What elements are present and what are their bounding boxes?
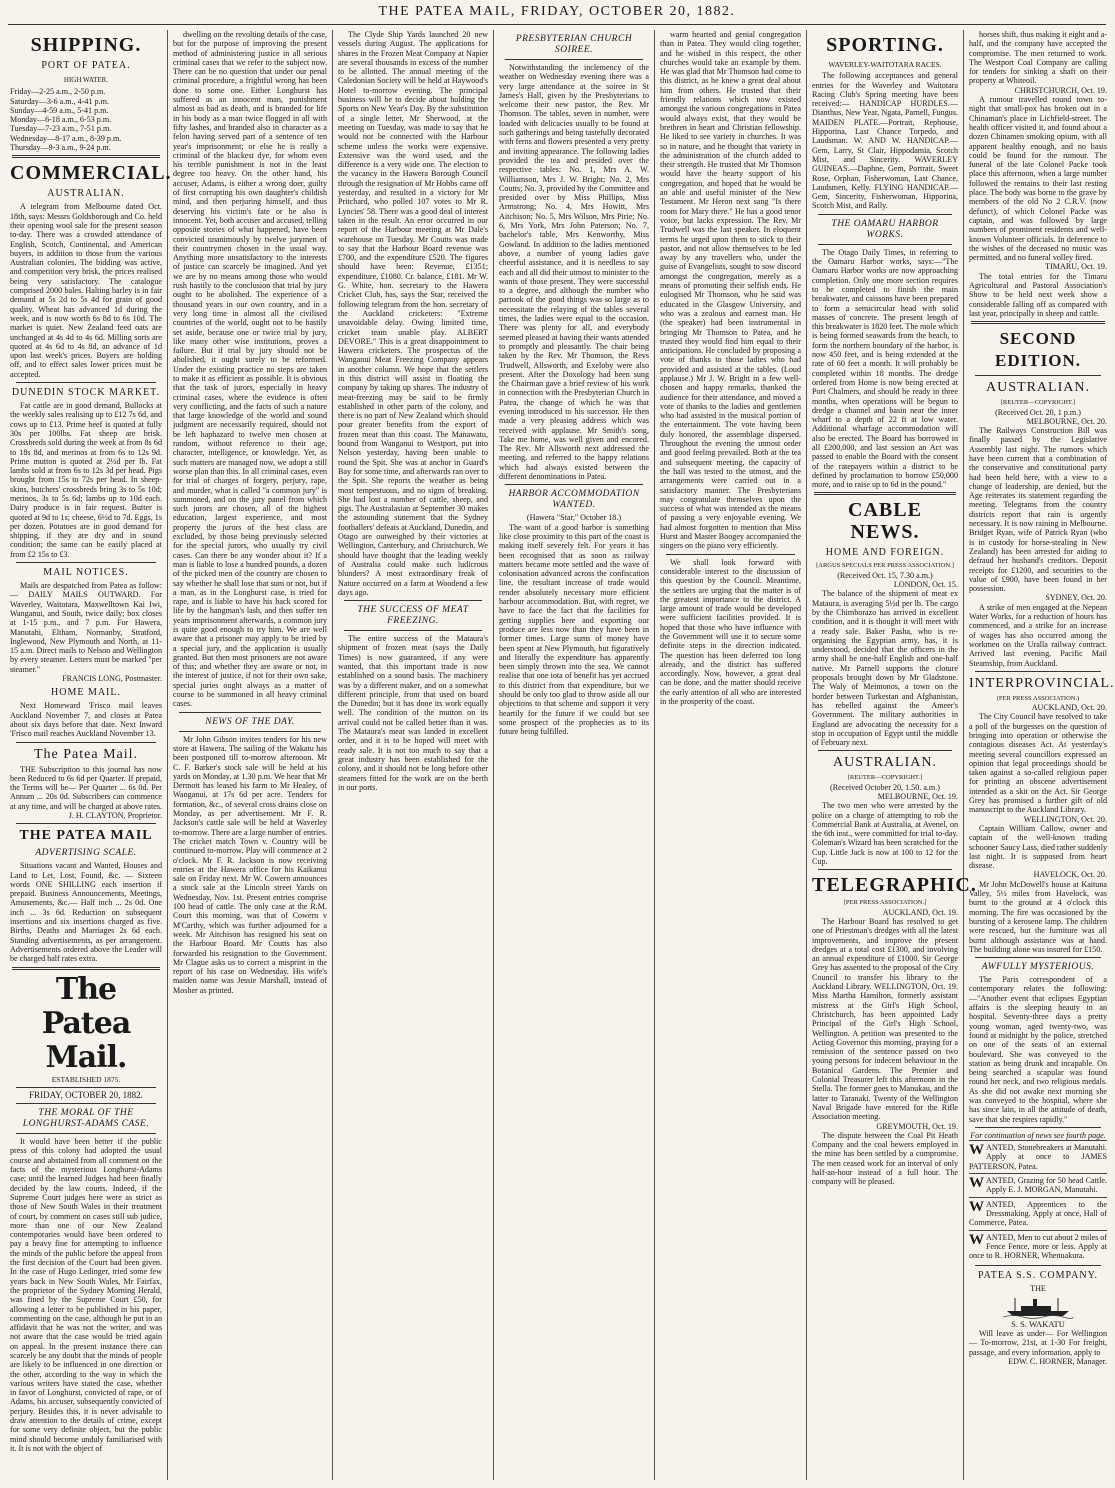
ad-scale-heading: THE PATEA MAIL xyxy=(19,828,153,844)
australian-subheading: AUSTRALIAN. xyxy=(47,188,125,200)
presbyterian-continued: warm hearted and genial congregation than in Patea. They would cling together, and he wished in this respect, the other churches would take an example by them. He was glad that Mr Thomson had come to this district, as he knew a great deal about him from others. He trusted that their friendly relations which now existed amongst the various congregations in Patea would always exist, that they would be brethren in heart and Christian fellowship. He liked to see variety in churches. It was so in nature, and he thought that variety in the administration of the church added to their strength. He trusted that Mr Thomson would have the hearty support of his congregation, and hoped that he would be an able and useful minister of the New Testament. Mr Heron next sang "Is there room for Mary there." He has a good tenor voice, but lacks expression. The Rev. Mr Trudwell was the last speaker. In eloquent terms he urged upon them to stick to their pastor, and not allow themselves to be led away by any travellers who, under the guise of Evangelists, sought to sow discord amongst the congregation, merely as a means of promoting their selfish ends. He eulogised Mr Thomson, who he said was educated in the Glasgow University, and who was a zealous and earnest man. He (the speaker) had been instrumental in bringing Mr Thomson to Patea, and he trusted they would find him equal to their anticipations. He concluded by proposing a vote of thanks to those ladies who had provided and assisted at the tables. (Loud applause.) Mr J. W. Bright in a few well-chosen and happy remarks, thanked the audience for their attendance, and moved a vote of thanks to the ladies and gentlemen who had assisted in the musical portion of the entertainment. The vote having been duly honored, the assemblage dispersed. Throughout the evening the utmost order and good feeling prevailed. Both at the tea and subsequent meeting, the capacity of the hall was tested to the utmost, and the arrangements were carried out in a satisfactory manner. The Presbyterians may congratulate themselves upon the success of what was intended as the means of passing a very enjoyable evening. We had almost forgotten to mention that Miss Hurst and Master Boogey accompanied the singers on the piano very efficiently. xyxy=(660,30,801,551)
divider xyxy=(975,671,1101,672)
australian-note: [REUTER—COPYRIGHT.] xyxy=(847,774,923,782)
column-6 xyxy=(812,30,977,1482)
greymouth-continued: horses shift, thus making it eight and a-half, and the company have accepted the compromise. The men returned to work. The Westport Coal Company are calling for tenders for sinking a shaft on their property at Whiteoil. xyxy=(969,30,1107,86)
christchurch-text: A rumour travelled round town to-night that small-pox has broken out in a Chinaman's place in Lichfield-street. The health officer visited it, and found about a dozen Chinamen smoking opium, with all apparent healthy enough, and no basis could be found for the rumour. The funeral of the late Colonel Packe took place this afternoon, when a large number followed the remains to their last resting place. The body was borne to the grave by members of the old No 2 C.R.V. (now defunct), of which Colonel Packe was captain, and was followed by large numbers of prominent residents and well-known Volunteer officials. In deference to the wishes of the deceased no music was permitted, and no funeral volley fired. xyxy=(969,95,1107,263)
christchurch-place: CHRISTCHURCH, Oct. 19. xyxy=(1014,85,1107,95)
company-heading: PATEA S.S. COMPANY. xyxy=(977,1270,1099,1282)
commercial-heading: COMMERCIAL. xyxy=(10,162,172,185)
dunedin-heading: DUNEDIN STOCK MARKET. xyxy=(11,387,161,399)
continuation-note: For continuation of news see fourth page. xyxy=(970,1130,1106,1140)
high-water-label: HIGH WATER. xyxy=(63,76,109,84)
column-rule xyxy=(654,30,655,1480)
presbyterian-heading: PRESBYTERIAN CHURCH SOIREE. xyxy=(515,34,633,55)
column-rule xyxy=(167,30,168,1480)
divider xyxy=(505,484,643,485)
australian-text: The two men who were arrested by the police on a charge of attempting to rob the Commercial Bank at Australia, at Avenel, on the 6th inst., were committed for trial to-day. Coleman's Wizard has been scratched for the Cup. Little Jack is now at 100 to 12 for the Cup. xyxy=(812,801,958,867)
harbor-continued: We shall look forward with considerable interest to the discussion of this question by the Council. Meantime, the settlers are urging that the matter is of the greatest importance to the district. A large amount of trade would be developed were sufficient facilities provided. It is hoped that those who have influence with the Government will use it to secure some definite steps in the direction indicated. The question has been deferred too long already, and the district has suffered accordingly. Now, however, a great deal can be done, and the matter should receive the early attention of all who are interested in the prosperity of the coast. xyxy=(660,557,801,707)
ad-text: ANTED, Apprentices to the Dressmaking. Apply at once, Hall of Commerce, Patea. xyxy=(969,1199,1107,1228)
divider xyxy=(505,59,643,60)
moral-article: It would have been better if the public press of this colony had adopted the usual course and abstained from all comment on the facts of the mysterious Longhurst-Adams case; until the learned Judges had been finally decided by the law courts. Indeed, if the Supreme Court judges here were as strict as those of New South Wales in their treatment of court, by comment on cases still sub judice, more than one of our New Zealand contemporaries would have been ordered to pay a heavy fine for attempting to influence the minds of the public before the appeal from the first decision of the Court had been given. In the case of Hugo Ledinger, tried some few years back in New South Wales, Mr Fairfax, the proprietor of the Sydney Morning Herald, was fined by the Supreme Court £50, for allowing a letter to be published in his paper, commenting on the case, although he put in an affidavit that he was not the writer, and was not aware that the case would be tried again on appeal. In the present instance there can scarcely be any doubt that the minds of people are likely to be influenced in one direction or the other, according to the way in which the various writers have stated the case, whether in favor of Longhurst, convicted of rape, or of Adams, his accuser, subsequently convicted of perjury. Besides this, it is never advisable to draw attention to the details of crime, except for some very definite object, but the public mind should become unduly familiarised with it. It is not with the object of xyxy=(10,1137,162,1453)
australian-place: MELBOURNE, Oct. 19. xyxy=(877,792,958,801)
harbor-text: The want of a good harbor is something like close proximity to this part of the coast is making itself severely felt. For years it has been recognised that as soon as railway matters became more settled and the wave of colonisation advanced across the confiscation line, the resultant increase of trade would render absolutely necessary more efficient harbour accommodation. But, with regret, we have to face the fact that the facilities for getting supplies here and exporting our produce are less now than they have been in former times. Large sums of money have been spent at New Plymouth, but figuratively and literally the expenditure has apparently been simply thrown into the sea. We cannot realise that one iota of benefit has yet accrued to this district from that expenditure, but we should be only too glad to throw aside all our objections to that scheme and support it very heartily for the future if we could but see some prospect of the prophecies as to its future being fulfilled. xyxy=(499,522,649,737)
classified-ad xyxy=(969,1197,1107,1230)
telegraphic-note: [PER PRESS ASSOCIATION.] xyxy=(843,899,927,907)
tide-entry: Wednesday—8-17 a.m., 8-39 p.m. xyxy=(10,133,122,143)
home-mail-heading: HOME MAIL. xyxy=(51,687,121,699)
patea-mail-heading: The Patea Mail. xyxy=(33,746,139,762)
sydney-place: SYDNEY, Oct. 20. xyxy=(1045,593,1107,603)
column-rule xyxy=(963,30,964,1480)
divider xyxy=(12,155,160,158)
subscription-text: THE Subscription to this journal has now been Reduced to 6s 6d per Quarter. If prepaid, the Terms will be— Per Quarter ... 6s 0d. Per Annum ... 20s 0d. Subscribers can commence at any time, and will be charged at above rates. xyxy=(10,764,162,811)
column-rule xyxy=(806,30,807,1480)
tide-entry: Tuesday—7-23 a.m., 7-51 p.m. xyxy=(10,124,112,134)
mail-notices-heading: MAIL NOTICES. xyxy=(43,567,129,579)
interprovincial-heading: INTERPROVINCIAL. xyxy=(969,675,1115,691)
tide-entry: Saturday—3-6 a.m., 4-41 p.m. xyxy=(10,96,109,106)
home-mail-text: Next Homeward 'Frisco mail leaves Auckland November 7, and closes at Patea about six days before that date. Next Inward 'Frisco mail reaches Auckland November 13. xyxy=(10,701,162,739)
harbor-source: (Hawera "Star," October 18.) xyxy=(526,513,622,523)
auckland-text: The City Council have resolved to take a poll of the burgesses on the question of bringing into operation or otherwise the contagious diseases Act. At yesterday's meeting several councillors expressed an opinion that legal proceedings should be taken against a so-called religious paper for printing an obscene advertisement intended as a skit on the Act. Sir George Grey has promised a further gift of old manuscript to the Auckland Library. xyxy=(969,712,1107,815)
leader-continued: dwelling on the revolting details of the case, but for the purpose of improving the present method of administering justice in all serious criminal cases that we refer to the subject now. There can be no question that under our penal criminal procedure, a frightful wrong has been done to some one. Either Longhurst has suffered as an innocent man, punishment almost as bad as death, and is branded for life in his body as a man twice flogged in all with fifty lashes, and branded also in character as a felon having served part of a sentence of ten year's imprisonment; or else he is really a criminal of the blackest dye, for whom even his terrible punishment is not in the least degree too heavy. On the other hand, his accuser, Adams, is either a wrong doer, guilty of first corrupting his own daughter's childish mind, and then perjuring himself, and thus deserving his victim's fate or he also is innocent. Yet, both accuser and accused, telling opposite stories of what happened, have been convicted unanimously by twelve jurymen of their countrymen chosen in the usual way. Anything more unsatisfactory to the interests of justice can scarcely be imagined. And yet we are by no means among those who would rush hastily to the conclusion that trial by jury ought to be abolished. The experience of a thousand years in our own country, and in a very long time in almost all the civilised countries of the world, ought not to be hastily set aside, because one or twice trial by jury, like many other wise institutions, proves a failure. But if trial by jury should not be abolished, it ought surely to be reformed. Under the existing practice no steps are taken to make it as efficient as possible. It is obvious that the task of jurors, especially in heavy criminal cases, where the evidence is often very conflicting, and the facts of such a nature that large knowledge of the world and sound judgment are necessarily required, should not be left haphazard to twelve men chosen at random, without reference to their age, character, intelligence, or knowledge. Yet, as such matters are managed now, we adopt a still worse plan than this. In all criminal cases, even for trial of charges of forgery, perjury, rape, and murder, what is called "a common jury" is summoned, and on the jury panel from which such jurors are chosen, all of the highest education, largest experience, and most property the jurors of the best class are excluded, by those being previously selected for the special jurors, who usually try civil cases. Can there be any wonder about it? If a man is liable to lose a hundred pounds, a dozen of the picked men of the country are chosen to say whether he shall lose that sum or not, but if a man, as in the Longhurst case, is tried for rape, and is liable to have his back scored for life by the hangman's lash, and then suffer ten years imprisonment afterwards, a common jury is quite good enough to try him. We are well aware that a prisoner may apply to be tried by a special jury, and the application is usually granted. But then most prisoners are not aware of this; and whether they are aware or not, in the interest of justice, if not for their own sake, special juries ought always as a matter of course to be summoned in all heavy criminal cases. xyxy=(173,30,327,709)
divider xyxy=(818,750,952,751)
divider xyxy=(12,967,160,970)
divider xyxy=(16,742,156,743)
divider xyxy=(975,1265,1101,1266)
commercial-article: A telegram from Melbourne dated Oct. 18th, says: Messrs Goldsborough and Co. held their opening wool sale for the present season to-day. There was a crowded attendance of English, Scotch, Continental, and American buyers, in addition to those from the various Australian colonies. The bidding was active, and competition very brisk, the prices realised being very satisfactory. The catalogue comprised 2000 bales. Halting barley is in fair demand at 5s 2d to 5s 4d for grain of good quality. Wheat has advanced 1d during the week, and is now worth 6s 8d to 6s 10d. The market is quiet. New Zealand feed oats are unchanged at 4s 4d to 4s 6d. Milling sorts are quoted at 4s 6d to 4s 8d, an advance of 1d upon last week's prices. Buyers are holding off, and to effect sales lower prices must be accepted. xyxy=(10,202,162,379)
ad-text: ANTED, Men to cut about 2 miles of Fence Fence, more or less. Apply at once to R. HORNER, Whenuakura. xyxy=(969,1232,1107,1261)
divider xyxy=(818,244,952,245)
company-signature: EDW. C. HORNER, Manager. xyxy=(1008,1356,1107,1366)
havelock-text: Mr John McDowell's house at Kaituna Valley, 5½ miles from Havelock, was burnt to the ground at 4 o'clock this morning. The fire was occasioned by the bursting of a kerosene lamp. The children were rescued, but the furniture was all burnt although assistance was at hand. The building alone was insured for £150. xyxy=(969,879,1107,954)
melbourne-place: MELBOURNE, Oct. 20. xyxy=(1026,416,1107,426)
meat-freezing-heading: THE SUCCESS OF MEAT FREEZING. xyxy=(357,605,469,627)
mysterious-heading: AWFULLY MYSTERIOUS. xyxy=(981,962,1095,973)
ad-text: ANTED, Stonebreakers at Manutahi. Apply at once to JAMES PATTERSON, Patea. xyxy=(969,1143,1107,1171)
australian-2-received: (Received Oct. 20, 1 p.m.) xyxy=(995,407,1081,417)
classified-ad xyxy=(969,1230,1107,1263)
column-5 xyxy=(660,30,801,1482)
australian-heading: AUSTRALIAN. xyxy=(833,755,937,771)
ad-text: ANTED, Grazing for 50 head Cattle. Apply E. J. MORGAN, Manutahi. xyxy=(986,1176,1107,1195)
greymouth-place: GREYMOUTH, Oct. 19. xyxy=(876,1121,958,1131)
moral-heading: THE MORAL OF THE LONGHURST-ADAMS CASE. xyxy=(22,1108,150,1130)
sporting-heading: SPORTING. xyxy=(826,34,944,56)
sporting-text: The following acceptances and general entries for the Waverley and Waitotara Racing Club's Spring meeting have been received:— HANDICAP HURDLES.—Dianthus, New Year, Ngata, Parnell, Fungus. MAIDEN PLATE.—Portrait, Rephouse, Hipporina, Last Chance Torpedo, and Laudsman. W. AND W. HANDICAP.—Gem, Larry, St Clair, Hippodamia, Scotch Mist, and Sincerity. WAVERLEY GUINEAS.—Daphne, Gem, Portrait, Sweet Rose, Orphan, Fisherwoman, Last Chance, Laudsmen, Kelly. FLYING HANDICAP.—Gem, Sincerity, Fisherwoman, Hipporina, Scotch Mist, and Rally. xyxy=(812,71,958,211)
greymouth-text: The dispute between the Coal Pit Heath Company and the coal hewers employed in the mine has been settled by a compromise. The men ceased work for an interval of only half-an-hour instead of a full hour. The company will be pleased. xyxy=(812,1130,958,1187)
shipping-heading: SHIPPING. xyxy=(30,34,142,56)
mail-notices-text: Mails are despatched from Patea as follow:— DAILY MAILS OUTWARD. For Waverley, Waitotara, Maxwelltown Kai Iwi, Wanganui, and South, twice daily; box closes at 1-15 p.m., and 7 p.m. For Hawera, Manutahi, Eltham, Normanby, Stratford, Inglewood, New Plymouth and North, at 11-15 a.m. Direct mails to Nelson and Wellington by every steamer. Letters must be marked "per steamer." xyxy=(10,581,162,674)
sydney-text: A strike of men engaged at the Nepean Water Works, for a reduction of hours has commenced, and a strike for an increase of wages has also occurred among the workmen on the Uralla railway contract. Arrived last evening, Pacific Mail Steamship, from Auckland. xyxy=(969,602,1107,668)
ad-initial: W xyxy=(969,1142,984,1159)
tide-entry: Sunday—4-59 a.m., 5-41 p.m. xyxy=(10,105,109,115)
cable-place: LONDON, Oct. 15. xyxy=(893,580,958,590)
mysterious-text: The Paris correspondent of a contemporary relates the following:—"Another event that eclipses Egyptian affairs is the sleeping beauty in an hospital. Seventy-three days a pretty young woman, aged twenty-two, was found at midnight by the police, stretched on one of the seats of an external boulevard. She was conveyed to the station as being drunk and incapable. On being searched a scapular was found round her neck, and two religious medals. As she did not awake next morning she was conveyed to the hospital, where she has since lain, in all the attitude of death, save that she respires rapidly." xyxy=(969,975,1107,1124)
cable-text: The balance of the shipment of meat ex Mataura, is averaging 5½d per lb. The cargo by the Chimborazo has arrived in excellent condition, and it is thought it will meet with a ready sale. Baker Pasha, who is re-organising the Egyptian army, has, it is understood, decided that the officers in the army shall be one-half English and one-half native. Mr Parnell supports the cloture proposals brought down by Mr Gladstone. The Waly of Meimonos, a town on the border between Turkestan and Afghanistan, has rebelled against the Ameer's Government. The military authorities in England are advocating the necessity for a stop in occupation of Egypt until the middle of February next. xyxy=(812,589,958,748)
news-continued: The Clyde Ship Yards launched 20 new vessels during August. The applications for shares in the Frozen Meat Company at Napier are several thousands in excess of the number to be allotted. The annual meeting of the Caledonian Society will be held at Haywood's Hotel to-morrow evening. The principal business will be to decide about holding the Sports on New Year's Day. By the substitution of a single letter, Mr Sherwood, at the meeting on Tuesday, was made to say that he would not be connected with the Harbour scheme unless the works were expensive. Extensive was the word used, and the difference is a very wide one. The election to the vacancy in the Hawera Borough Council through the resignation of Mr Hobbs came off yesterday, and resulted in a victory for Mr Pritchard, who polled 107 votes to Mr R. Lyncies' 58. There was a good deal of interest taken in the result. An error occurred in our report of the Harbour meeting at Mr Dale's warehouse on Tuesday. Mr Coutts was made to say that the Harbour Board revenue was £700, and the expenditure £520. The figures should have been: Revenue, £1351; expenditure, £1080. Cr. balance, £181. Mr W. G. White, hon. secretary to the Hawera Cricket Club, has, says the Star, received the following telegram from the hon. secretary of the Auckland cricketers: "Extreme unavoidable delay. Owing limited time, cricket team unable play. ALBERT DEVORE." This is a great disappointment to Hawera cricketers. The prospectus of the Wanganui Meat Freezing Company appears in another column. We hope that the settlers in this district will assist in floating the company by taking up shares. The industry of meat-freezing may be said to be firmly established in other parts of the colony, and there is no part of New Zealand which should pour greater benefits from the export of frozen meat than this coast. The Manawatu, bound from Wanganui to Westport, put into Nelson yesterday, having been unable to round the Spit. She was at anchor in Guard's Bay for some time, and afterwards ran over to the Spit. She reports the weather as being most tempestuous, and no signs of breaking. She had lost a number of cattle, sheep, and pigs. The Australasian at September 30 makes the astounding statement that the Sydney footballers' defeats at Auckland, Dunedin, and Otago are outweighed by their victories at Wellington, Canterbury, and Christchurch. We should have thought that the leading weekly of Australia could make such ludicrous blunders? A most extraordinary freak of Nature occurred on a farm at Woodend a few days ago. xyxy=(338,30,488,597)
sporting-subheading: WAVERLEY-WAITOTARA RACES. xyxy=(828,60,942,69)
classified-ads xyxy=(969,1140,1107,1262)
oamaru-text: The Otago Daily Times, in referring to the Oamaru Harbor works, says:—"The Oamaru Harbor works are now approaching completion. Only one more section requires to be completed to finish the main breakwater, and caissons have been prepared to form a semicircular head with solid masses of concrete. The present length of this breakwater is 1820 feet. The mole which is being formed seawards from the beach, to form the northern boundary of the harbor, is now 450 feet, and is being extended at the rate of 60 feet a month. It will probably be completed within 18 months. The dredge ordered from Home is now being erected at Port Chalmers, and should be ready in three months, when operations will be begun to dredge a channel and basin near the inner wharf to a depth of 22 ft at low water. Additional wharfage accommodation will also be erected. The Board has borrowed in all £200,000, and last session an Act was passed to enable the Board with the consent of the ratepayers within a district to be defined by proclamation to borrow £50,000 more, and to raise up to 6d in the pound." xyxy=(812,247,958,490)
tide-entry: Thursday—9-3 a.m., 9-24 p.m. xyxy=(10,143,111,153)
ad-initial: W xyxy=(969,1198,984,1215)
divider xyxy=(16,1133,156,1134)
ad-scale-subheading: ADVERTISING SCALE. xyxy=(35,848,137,859)
divider xyxy=(818,214,952,215)
masthead-rule xyxy=(8,24,1106,25)
tide-list xyxy=(10,87,162,152)
column-rule xyxy=(493,30,494,1480)
melbourne-text: The Railways Construction Bill was finally passed by the Legislative Assembly last night. The rumors which have been current that a combination of the conservative and constitutional party had been held here, with a view to a change of leadership, are denied, but the Age reiterates its statement regarding the meeting. Telegrams from the country districts report that rain is urgently necessary. It is now raining in Melbourne. Bridget Ryan, wife of Patrick Ryan (who is in custody for horse-stealing in New Zealand) has been arrested for aiding to defraud her husband's creditors. Deposit receipts for £1200, and securities to the value of £900, have been found in her possession. xyxy=(969,426,1107,594)
company-ship: S. S. WAKATU xyxy=(1011,1318,1065,1329)
steamship-icon xyxy=(1003,1296,1073,1318)
telegraphic-text: The Harbour Board has resolved to get one of Priestman's dredges with all the latest improvements, and improve the present dredges at a total cost £1300, and involving an annual expenditure of £1000. Sir George Grey has assented to the proposal of the City Council to transfer his library to the Auckland Library. WELLINGTON, Oct. 19. Miss Martha Hamilton, formerly assistant mistress at the Girl's High School, Christchurch, has been appointed Lady Principal of the Girl's High School, Wellington. A petition was presented to the Acting Governor this morning, praying for a remission of the sentence passed on two young persons for indecent behaviour in the Botanical Gardens. The Premier and Colonial Treasurer left this afternoon in the Stella. The former goes to Manukau, and the latter to Taranaki. Twenty of the Wellington Naval Brigade have entered for the Rifle Association meeting. xyxy=(812,916,958,1122)
divider xyxy=(179,731,321,732)
harbor-heading: HARBOR ACCOMMODATION WANTED. xyxy=(508,489,640,511)
timaru-place: TIMARU, Oct. 19. xyxy=(1045,262,1107,272)
divider xyxy=(818,869,952,870)
tide-entry: Monday—6-18 a.m., 6-53 p.m. xyxy=(10,115,112,125)
date-line: FRIDAY, OCTOBER 20, 1882. xyxy=(29,1089,143,1100)
cable-news-heading: CABLE NEWS. xyxy=(848,499,922,544)
classified-ad xyxy=(969,1140,1107,1173)
tide-entry: Friday—2-25 a.m., 2-50 p.m. xyxy=(10,87,106,97)
auckland-place: AUCKLAND, Oct. 20. xyxy=(1031,703,1107,713)
divider xyxy=(16,1087,156,1088)
telegraphic-place: AUCKLAND, Oct. 19. xyxy=(882,907,958,917)
interprovincial-note: (PER PRESS ASSOCIATION.) xyxy=(996,694,1080,702)
timaru-text: The total entries for the Timaru Agricultural and Pastoral Association's Show to be held next week show a considerable falling off as compared with last year, principally in sheep and cattle. xyxy=(969,271,1107,318)
wellington-text: Captain William Callow, owner and captain of the well-known trading schooner Saucy Lass, died rather suddenly last night. It is supposed from heart disease. xyxy=(969,823,1108,871)
cable-received: (Received Oct. 15, 7.30 a.m.) xyxy=(837,570,933,580)
oamaru-heading: THE OAMARU HARBOR WORKS. xyxy=(831,218,939,240)
company-text: Will leave as under— For Wellington— To-morrow, 21st, at 1-30 For freight, passage, and every information, apply to xyxy=(969,1329,1107,1357)
meat-freezing-text: The entire success of the Mataura's shipment of frozen meat (says the Daily Times) is now guaranteed, if any were wanted, that this important trade is now established on a sound basis. The machinery was by a different maker, and on a somewhat different principle, from that used on board the Dunedin; but it has done its work equally well. The condition of the mutton on its arrival could not be called better than it was. The Mataura's meat was landed in excellent order, and it is to be hoped will meet with ready sale. It is not too much to say that a great industry has been established for the colony, and it should not be long before other steamers fitted for the work are on the berth in our ports. xyxy=(338,634,488,792)
cable-subheading: HOME AND FOREIGN. xyxy=(825,547,945,559)
telegraphic-heading: TELEGRAPHIC. xyxy=(812,874,977,897)
ad-scale-text: Situations vacant and Wanted, Houses and Land to Let, Lost, Found, &c. — Sixteen words ONE SHILLING each insertion if prepaid. Business Announcements, Meetings, Amusements, &c.— Half inch ... 2s 0d. One inch ... 3s 6d. Reduction on subsequent insertions and six insertions charged as five. Births, Deaths and Marriages 2s 6d each. Standing advertisements, as per arrangement. Advertisements ordered above the Leader will be charged half rates extra. xyxy=(10,861,162,964)
divider xyxy=(344,600,482,601)
divider xyxy=(16,1103,156,1104)
column-2 xyxy=(173,30,327,1482)
divider xyxy=(975,375,1101,376)
divider xyxy=(16,562,156,563)
australian-2-note: [REUTER—COPYRIGHT.] xyxy=(1000,399,1076,407)
havelock-place: HAVELOCK, Oct. 20. xyxy=(1033,870,1107,880)
news-of-day-text: Mr John Gibson invites tenders for his new store at Hawera. The sailing of the Wakatu has been postponed till to-morrow afternoon. Mr C. F. Barker's stock sale will be held at his yards on Monday, at 1.30 p.m. We hear that Mr Dermott has leased his farm to Mr Healey, of Wanganui, at 17s 6d per acre. Tenders for formation, &c., of several cross drains close on Monday, as per advertisement. Mr F. R. Jackson's cattle sale will be held at Waverley to-morrow. There are a large number of entries. The cricket match Town v. Country will be continued to-morrow. Play will commence at 2 o'clock. Mr F. R. Jackson is now receiving entries at the Hawera office for his Kaikanui sale on Friday next. Mr W. Cowern announces a stock sale at the Lincoln street Yards on Wednesday, Nov. 1st. Present entries comprise 100 head of cattle. The only case at the R.M. Court this morning, was that of Cowern v M'Carthy, which was further adjourned for a week. Mr Aitchison has resigned his seat on the Harbour Board. Mr Coutts has also forwarded his resignation to the Government. Mr Clague asks us to correct a misprint in the report of his case on Wednesday. His wife's maiden name was Jessie Marshall, instead of Mosher as printed. xyxy=(173,734,327,995)
divider xyxy=(666,554,795,555)
company-the: THE xyxy=(1030,1284,1046,1294)
proprietor-signature: J. H. CLAYTON, Proprietor. xyxy=(68,811,162,820)
australian-2-heading: AUSTRALIAN. xyxy=(986,380,1090,396)
masthead: THE PATEA MAIL, FRIDAY, OCTOBER 20, 1882. xyxy=(378,4,736,19)
divider xyxy=(16,382,156,383)
divider xyxy=(975,957,1101,958)
divider xyxy=(179,712,321,713)
paper-nameplate: The Patea Mail. xyxy=(41,971,131,1075)
column-4 xyxy=(499,30,649,1482)
established-line: ESTABLISHED 1875. xyxy=(51,1074,121,1084)
column-3 xyxy=(338,30,488,1482)
ad-initial: W xyxy=(969,1231,984,1248)
wellington-place: WELLINGTON, Oct. 20. xyxy=(1023,814,1107,824)
postmaster-signature: FRANCIS LONG, Postmaster. xyxy=(62,674,162,684)
presbyterian-text: Notwithstanding the inclemency of the weather on Wednesday evening there was a very large attendance at the soiree in St James's Hall, given by the Presbyterians to welcome their new pastor, the Rev. Mr Thomson. The tables, seven in number, were loaded with delicacies usually to be found at such gatherings and being tastefully decorated with ferns and flowers presented a very pretty and inviting appearance. The following ladies provided the tea and presided over the respective tables: No. 1, Mrs A. W. Williamson, Mrs J. W. Bright; No. 2, Mrs Coutts; No. 3, provided by the Committee and presided over by Miss Phillips, Miss Armstrong; No. 4, Mrs Howitt, Mrs Aitchison; No. 5, Mrs Wilson, Mrs Pirie; No. 6, Mrs York, Mrs John Paterson; No. 7, bachelor's table, Mrs Kenworthy, Miss Gowland. In addition to the ladies mentioned above, a number of young ladies gave cheerful assistance, and it is needless to say each and all did their utmost to minister to the wants of those present. They were successful to a degree, and although the number who partook of the good things was so large as to necessitate the relaying of the tables several times, the ladies were equal to the occasion. There was plenty for all, and everybody seemed pleased at having their wants attended to promptly and pleasantly. The chair being taken by the Rev. Mr Thomson, the Revs Trudwell, Allsworth, and Exeloby were also present. After the Doxology had been sung the Chairman gave a brief review of his work in connection with the Presbyterian Church in Patea, the change of which he was that evening introduced to his successor. He then made a very pleasing address which was received with applause. Mr Smith's song, Take me home, was well given and encored. The Rev. Mr Allsworth next addressed the meeting, and referred to the happy relations which had always existed between the different denominations in Patea. xyxy=(499,63,649,482)
news-of-day-heading: NEWS OF THE DAY. xyxy=(205,716,295,727)
ad-initial: W xyxy=(969,1175,984,1192)
column-7 xyxy=(969,30,1115,1482)
divider xyxy=(971,321,1105,324)
divider xyxy=(344,630,482,631)
second-edition-heading: SECOND EDITION. xyxy=(995,329,1081,371)
divider xyxy=(16,823,156,824)
port-heading: PORT OF PATEA. xyxy=(41,60,131,71)
dunedin-article: Fat cattle are in good demand, Bullocks at the weekly sales realising up to £12 7s 6d, and cows up to £13. Prime beef is quoted at fully 30s per 100lbs. Fat sheep are brisk. Crossbreds sold during the week at from 8s 6d to 18s 8d, and merinos at from 6s to 12s 9d. Prime mutton is quoted at 2½d per lb. Fat lambs sold at from 6s to 12s 3d per head. Pigs brought from 15s to 72s per head. In sheep-skins, butchers' crossbreds bring 3s to 5s 10d; merinos, 3s to 5s 6d; lambs up to 10d each. Dairy produce is in fair request. Butter is quoted at 9d to 1s; cheese, 6½d to 7d. Eggs, 1s per dozen. Potatoes are in good demand for shipping, if they are dry and in sound condition; the same can be easily placed at from £2 15s to £3. xyxy=(10,401,162,559)
australian-received: (Received October 20, 1.50. a.m.) xyxy=(830,782,940,792)
divider xyxy=(975,1127,1101,1128)
column-1 xyxy=(10,30,172,1482)
classified-ad xyxy=(969,1173,1107,1197)
divider xyxy=(814,492,956,495)
cable-note: [ARGUS SPECIALS PER PRESS ASSOCIATION.] xyxy=(816,562,954,570)
column-rule xyxy=(332,30,333,1480)
